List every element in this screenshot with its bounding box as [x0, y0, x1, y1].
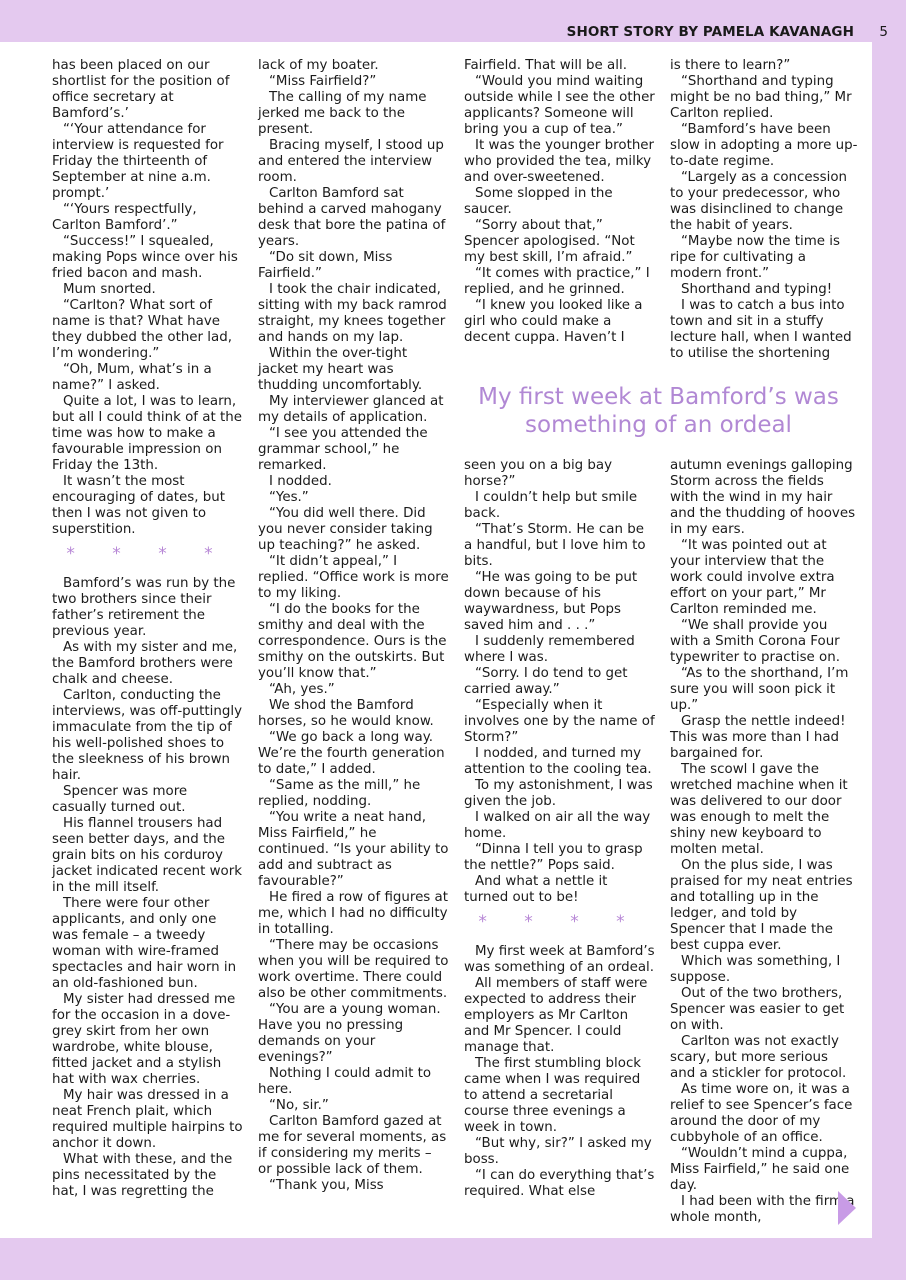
paragraph: To my astonishment, I was given the job.	[464, 778, 653, 809]
paragraph: I walked on air all the way home.	[464, 810, 651, 841]
paragraph: “Shorthand and typing might be no bad thing,” Mr Carlton replied.	[670, 74, 852, 121]
paragraph: My first week at Bamford’s was something of an ordeal.	[464, 944, 655, 975]
column-3-text-b	[464, 944, 655, 1200]
paragraph: “Maybe now the time is ripe for cultivating a modern front.”	[670, 234, 840, 281]
paragraph: “But why, sir?” I asked my boss.	[464, 1136, 652, 1167]
paragraph: The scowl I gave the wretched machine when it was delivered to our door was enough to melt the shiny new keyboard to molten metal.	[670, 762, 848, 857]
paragraph: “Same as the mill,” he replied, nodding.	[258, 778, 421, 809]
paragraph: “I see you attended the grammar school,” he remarked.	[258, 426, 428, 473]
paragraph: Bamford’s was run by the two brothers since their father’s retirement the previous year.	[52, 576, 236, 639]
page-number: 5	[879, 24, 888, 40]
paragraph: “Sorry about that,” Spencer apologised. “Not my best skill, I’m afraid.”	[464, 218, 635, 265]
paragraph: All members of staff were expected to address their employers as Mr Carlton and Mr Spencer. I could manage that.	[464, 976, 648, 1055]
paragraph: “Would you mind waiting outside while I see the other applicants? Someone will bring you a cup of tea.”	[464, 74, 655, 137]
paragraph: autumn evenings galloping Storm across the fields with the wind in my hair and the thudding of hooves in my ears.	[670, 458, 856, 537]
paragraph: What with these, and the pins necessitated by the hat, I was regretting the	[52, 1152, 233, 1199]
paragraph: “Dinna I tell you to grasp the nettle?” Pops said.	[464, 842, 643, 873]
column-1-text-a	[52, 58, 243, 538]
paragraph: “No, sir.”	[269, 1098, 329, 1113]
paragraph: “Especially when it involves one by the name of Storm?”	[464, 698, 655, 745]
paragraph: Bracing myself, I stood up and entered the interview room.	[258, 138, 444, 185]
column-3-bottom	[464, 458, 655, 1200]
paragraph: “I can do everything that’s required. What else	[464, 1168, 655, 1199]
column-3-text-a	[464, 458, 655, 906]
column-1	[52, 58, 243, 1200]
paragraph: I had been with the firm a whole month,	[670, 1194, 855, 1225]
paragraph: Carlton, conducting the interviews, was off-puttingly immaculate from the tip of his well-polished shoes to the sleekness of his brown hair.	[52, 688, 243, 783]
paragraph: Fairfield. That will be all.	[464, 58, 627, 73]
paragraph: “It didn’t appeal,” I replied. “Office work is more to my liking.	[258, 554, 449, 601]
paragraph: His flannel trousers had seen better days, and the grain bits on his corduroy jacket indicated recent work in the mill itself.	[52, 816, 242, 895]
paragraph: Grasp the nettle indeed! This was more than I had bargained for.	[670, 714, 846, 761]
paragraph: As time wore on, it was a relief to see Spencer’s face around the door of my cubbyhole of an office.	[670, 1082, 853, 1145]
paragraph: The calling of my name jerked me back to the present.	[258, 90, 427, 137]
paragraph: Quite a lot, I was to learn, but all I could think of at the time was how to make a favourable impression on Friday the 13th.	[52, 394, 242, 473]
paragraph: Carlton Bamford sat behind a carved mahogany desk that bore the patina of years.	[258, 186, 446, 249]
paragraph: “That’s Storm. He can be a handful, but I love him to bits.	[464, 522, 646, 569]
paragraph: “Do sit down, Miss Fairfield.”	[258, 250, 393, 281]
paragraph: There were four other applicants, and only one was female – a tweedy woman with wire-framed spectacles and hair worn in an old-fashioned bun.	[52, 896, 237, 991]
paragraph: And what a nettle it turned out to be!	[464, 874, 608, 905]
paragraph: “‘Yours respectfully, Carlton Bamford’.”	[52, 202, 197, 233]
paragraph: We shod the Bamford horses, so he would know.	[258, 698, 434, 729]
paragraph: “Miss Fairfield?”	[269, 74, 377, 89]
paragraph: I suddenly remembered where I was.	[464, 634, 635, 665]
paragraph: “It was pointed out at your interview that the work could involve extra effort on your part,” Mr Carlton reminded me.	[670, 538, 835, 617]
paragraph: Which was something, I suppose.	[670, 954, 841, 985]
paragraph: has been placed on our shortlist for the position of office secretary at Bamford’s.’	[52, 58, 230, 121]
paragraph: Some slopped in the saucer.	[464, 186, 613, 217]
paragraph: “I do the books for the smithy and deal with the correspondence. Ours is the smithy on the outskirts. But you’ll know that.”	[258, 602, 447, 681]
paragraph: “‘Your attendance for interview is requested for Friday the thirteenth of September at nine a.m. prompt.’	[52, 122, 224, 201]
paragraph: I was to catch a bus into town and sit in a stuffy lecture hall, when I wanted to utilise the shortening	[670, 298, 852, 361]
paragraph: My hair was dressed in a neat French plait, which required multiple hairpins to anchor it down.	[52, 1088, 243, 1151]
paragraph: Out of the two brothers, Spencer was easier to get on with.	[670, 986, 845, 1033]
paragraph: I nodded.	[269, 474, 332, 489]
column-3-top	[464, 58, 655, 346]
paragraph: He fired a row of figures at me, which I had no difficulty in totalling.	[258, 890, 449, 937]
paragraph: “Sorry. I do tend to get carried away.”	[464, 666, 628, 697]
header-title: SHORT STORY BY PAMELA KAVANAGH	[566, 24, 854, 40]
paragraph: “He was going to be put down because of his waywardness, but Pops saved him and . . .”	[464, 570, 638, 633]
paragraph: “As to the shorthand, I’m sure you will soon pick it up.”	[670, 666, 849, 713]
paragraph: “Bamford’s have been slow in adopting a more up-to-date regime.	[670, 122, 858, 169]
pull-quote: My first week at Bamford’s was something of an ordeal	[478, 384, 839, 438]
paragraph: “Wouldn’t mind a cuppa, Miss Fairfield,” he said one day.	[670, 1146, 850, 1193]
column-1-text-b	[52, 576, 243, 1200]
paragraph: The first stumbling block came when I was required to attend a secretarial course three evenings a week in town.	[464, 1056, 642, 1135]
paragraph: “You are a young woman. Have you no pressing demands on your evenings?”	[258, 1002, 441, 1065]
paragraph: is there to learn?”	[670, 58, 791, 73]
paragraph: Carlton was not exactly scary, but more serious and a stickler for protocol.	[670, 1034, 847, 1081]
paragraph: My sister had dressed me for the occasion in a dove-grey skirt from her own wardrobe, white blouse, fitted jacket and a stylish hat with wax cherries.	[52, 992, 236, 1087]
paragraph: “Carlton? What sort of name is that? What have they dubbed the other lad, I’m wondering.”	[52, 298, 232, 361]
page-header	[0, 0, 906, 42]
section-separator: * * * *	[478, 912, 641, 932]
paragraph: My interviewer glanced at my details of application.	[258, 394, 444, 425]
paragraph: I couldn’t help but smile back.	[464, 490, 638, 521]
paragraph: “I knew you looked like a girl who could make a decent cuppa. Haven’t I	[464, 298, 643, 345]
paragraph: “You did well there. Did you never consider taking up teaching?” he asked.	[258, 506, 433, 553]
paragraph: seen you on a big bay horse?”	[464, 458, 613, 489]
paragraph: It was the younger brother who provided the tea, milky and over-sweetened.	[464, 138, 655, 185]
section-separator: * * * *	[66, 544, 229, 564]
paragraph: “There may be occasions when you will be required to work overtime. There could also be other commitments.	[258, 938, 449, 1001]
paragraph: As with my sister and me, the Bamford brothers were chalk and cheese.	[52, 640, 238, 687]
paragraph: “You write a neat hand, Miss Fairfield,” he continued. “Is your ability to add and subtract as favourable?”	[258, 810, 449, 889]
paragraph: It wasn’t the most encouraging of dates, but then I was not given to superstition.	[52, 474, 226, 537]
paragraph: “Success!” I squealed, making Pops wince over his fried bacon and mash.	[52, 234, 238, 281]
paragraph: “Largely as a concession to your predecessor, who was disinclined to change the habit of years.	[670, 170, 847, 233]
paragraph: I took the chair indicated, sitting with my back ramrod straight, my knees together and hands on my lap.	[258, 282, 447, 345]
column-4-bottom	[670, 458, 856, 1226]
paragraph: “We shall provide you with a Smith Corona Four typewriter to practise on.	[670, 618, 840, 665]
paragraph: On the plus side, I was praised for my neat entries and totalling up in the ledger, and told by Spencer that I made the best cuppa ever.	[670, 858, 853, 953]
paragraph: Carlton Bamford gazed at me for several moments, as if considering my merits – or possible lack of them.	[258, 1114, 447, 1177]
paragraph: Nothing I could admit to here.	[258, 1066, 432, 1097]
paragraph: “It comes with practice,” I replied, and he grinned.	[464, 266, 650, 297]
column-4-top	[670, 58, 861, 362]
continue-arrow-icon	[838, 1191, 856, 1225]
paragraph: “Yes.”	[269, 490, 309, 505]
paragraph: I nodded, and turned my attention to the cooling tea.	[464, 746, 652, 777]
paragraph: “We go back a long way. We’re the fourth generation to date,” I added.	[258, 730, 445, 777]
column-2	[258, 58, 449, 1194]
paragraph: “Thank you, Miss	[269, 1178, 384, 1193]
paragraph: Spencer was more casually turned out.	[52, 784, 188, 815]
paragraph: Mum snorted.	[63, 282, 156, 297]
paragraph: Within the over-tight jacket my heart was thudding uncomfortably.	[258, 346, 423, 393]
paragraph: lack of my boater.	[258, 58, 379, 73]
paragraph: Shorthand and typing!	[681, 282, 833, 297]
paragraph: “Oh, Mum, what’s in a name?” I asked.	[52, 362, 212, 393]
paragraph: “Ah, yes.”	[269, 682, 335, 697]
